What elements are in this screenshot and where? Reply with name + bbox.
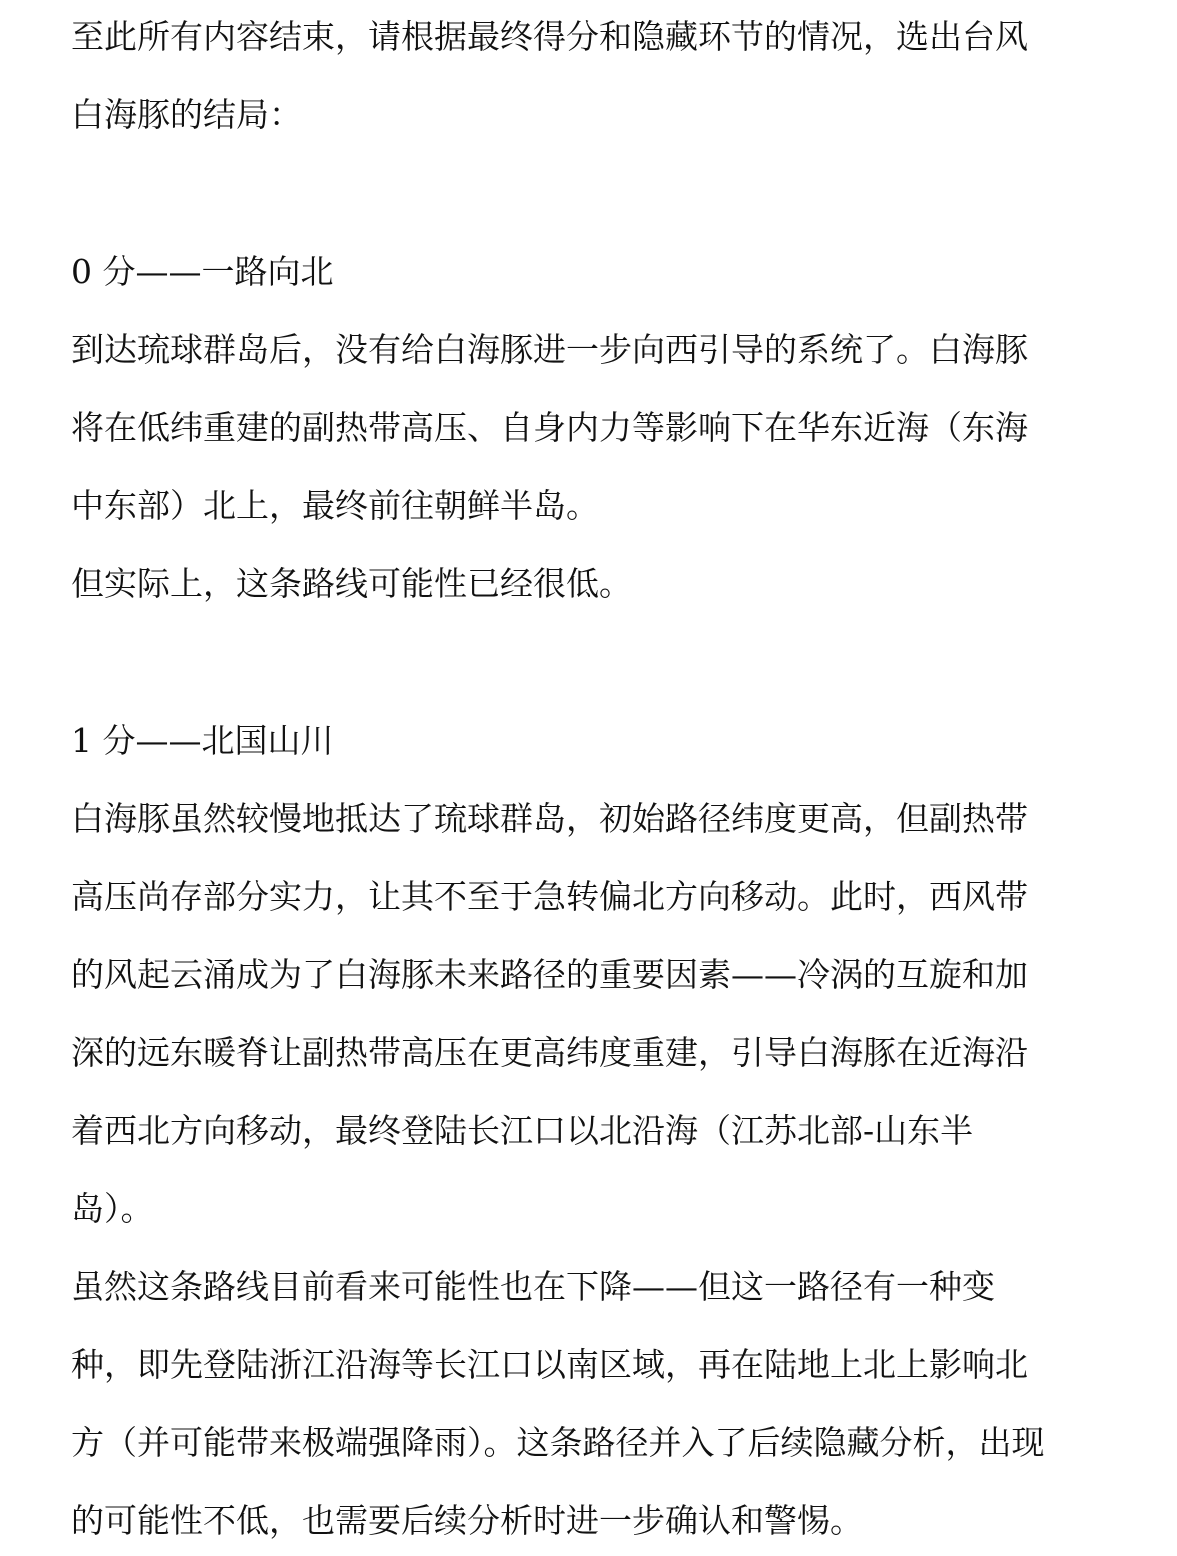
section-heading: 0 分——一路向北 — [71, 252, 334, 291]
paragraph-line: 的风起云涌成为了白海豚未来路径的重要因素——冷涡的互旋和加 — [71, 955, 1028, 994]
intro-line: 白海豚的结局： — [71, 95, 302, 134]
paragraph-line: 但实际上，这条路线可能性已经很低。 — [71, 564, 632, 603]
paragraph-line: 中东部）北上，最终前往朝鲜半岛。 — [71, 486, 599, 525]
paragraph-line: 种，即先登陆浙江沿海等长江口以南区域，再在陆地上北上影响北 — [71, 1345, 1028, 1384]
paragraph-line: 虽然这条路线目前看来可能性也在下降——但这一路径有一种变 — [71, 1267, 995, 1306]
paragraph-line: 白海豚虽然较慢地抵达了琉球群岛，初始路径纬度更高，但副热带 — [71, 799, 1028, 838]
paragraph-line: 将在低纬重建的副热带高压、自身内力等影响下在华东近海（东海 — [71, 408, 1028, 447]
paragraph-line: 着西北方向移动，最终登陆长江口以北沿海（江苏北部-山东半 — [71, 1111, 974, 1150]
paragraph-line: 的可能性不低，也需要后续分析时进一步确认和警惕。 — [71, 1501, 863, 1540]
paragraph-line: 到达琉球群岛后，没有给白海豚进一步向西引导的系统了。白海豚 — [71, 330, 1028, 369]
paragraph-line: 岛）。 — [71, 1189, 154, 1228]
intro-line: 至此所有内容结束，请根据最终得分和隐藏环节的情况，选出台风 — [71, 17, 1028, 56]
paragraph-line: 深的远东暖脊让副热带高压在更高纬度重建，引导白海豚在近海沿 — [71, 1033, 1028, 1072]
paragraph-line: 高压尚存部分实力，让其不至于急转偏北方向移动。此时，西风带 — [71, 877, 1028, 916]
section-heading: 1 分——北国山川 — [71, 721, 334, 760]
paragraph-line: 方（并可能带来极端强降雨）。这条路径并入了后续隐藏分析，出现 — [71, 1423, 1045, 1462]
